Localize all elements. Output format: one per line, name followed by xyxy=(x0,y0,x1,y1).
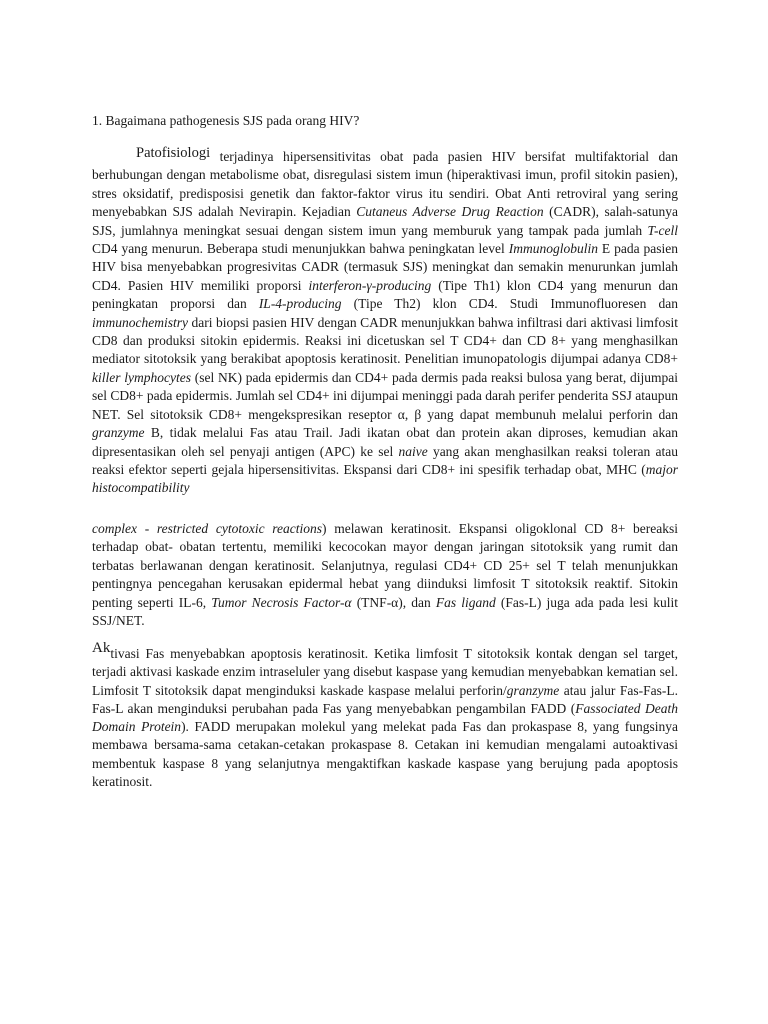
text-run: (Tipe Th1) klon CD4 yang menurun dan peningkatan proporsi dan xyxy=(92,277,678,312)
italic-term: naive xyxy=(398,443,428,459)
text-run: B, tidak melalui Fas atau Trail. Jadi ikatan obat dan protein akan diproses, kemudian akan dipresentasikan oleh sel penyaji antigen (APC) ke sel xyxy=(92,425,678,459)
paragraph-lead-word: Patofisiologi xyxy=(136,145,211,161)
text-run: atau jalur Fas-Fas-L. Fas-L akan menginduksi perubahan pada Fas yang menyebabkan pengambilan FADD ( xyxy=(92,682,679,716)
italic-term: Cutaneus Adverse Drug Reaction xyxy=(356,204,544,220)
italic-term: complex - restricted cytotoxic reactions xyxy=(92,521,323,536)
italic-term: IL-4-producing xyxy=(258,296,342,312)
italic-term: Fas ligand xyxy=(435,594,496,610)
italic-term: granzyme xyxy=(92,425,145,441)
italic-term: interferon-γ-producing xyxy=(308,277,432,293)
text-run: (Fas-L) juga ada pada lesi kulit SSJ/NET. xyxy=(92,594,678,629)
question-heading: 1. Bagaimana pathogenesis SJS pada orang HIV? xyxy=(92,113,360,128)
italic-term: Fassociated Death Domain Protein xyxy=(92,700,679,735)
paragraph-mhc-continuation xyxy=(92,520,678,630)
text-run: terjadinya hipersensitivitas obat pada pasien HIV bersifat multifaktorial dan berhubungan dengan metabolisme obat, disregulasi sistem imun (hiperaktivasi imun, profil sitokin pasien), stres oksidatif, predisposisi genetik dan faktor-faktor virus itu sendiri. Obat Anti retroviral yang sering menyebabkan SJS adalah Nevirapin. Kejadian xyxy=(92,149,678,220)
paragraph-pathophysiology xyxy=(92,145,679,498)
text-run: ) melawan keratinosit. Ekspansi oligoklonal CD 8+ bereaksi terhadap obat- obatan tertentu, memiliki kecocokan mayor dengan jaringan sitotoksik yang rumit dan terbatas berlawanan dengan keratinosit. Selanjutnya, regulasi CD4+ CD 25+ sel T telah menunjukkan pentingnya pencegahan kerusakan epidermal hebat yang diinduksi limfosit T sitotoksik reaktif. Sitokin penting seperti IL-6, xyxy=(92,521,678,610)
italic-term: immunochemistry xyxy=(92,314,188,330)
text-run: ). FADD merupakan molekul yang melekat pada Fas dan prokaspase 8, yang fungsinya membawa bersama-sama cetakan-cetakan prokaspase 8. Cetakan ini kemudian mengalami autoaktivasi membentuk kaspase 8 yang selanjutnya mengaktifkan kaskade kaspase yang berujung pada apoptosis keratinosit. xyxy=(92,719,678,790)
text-run: E pada pasien HIV bisa menyebabkan progresivitas CADR (termasuk SJS) meningkat dan semakin menurunkan jumlah CD4. Pasien HIV memiliki proporsi xyxy=(92,241,679,293)
paragraph-lead-letters: Ak xyxy=(92,640,111,656)
text-run: tivasi Fas menyebabkan apoptosis keratinosit. Ketika limfosit T sitotoksik kontak dengan sel target, terjadi aktivasi kaskade enzim intraseluler yang disebut kaspase yang kemudian menyebabkan kematian sel. Limfosit T sitotoksik dapat menginduksi kaskade kaspase melalui perforin/ xyxy=(92,646,678,698)
italic-term: killer lymphocytes xyxy=(92,369,191,385)
text-run: yang akan menghasilkan reaksi toleran atau reaksi efektor seperti gejala hipersensitivitas. Ekspansi dari CD8+ ini spesifik terhadap obat, MHC ( xyxy=(92,443,678,477)
italic-term: Tumor Necrosis Factor-α xyxy=(211,594,352,610)
text-run: (Tipe Th2) klon CD4. Studi Immunofluoresen dan xyxy=(341,296,678,312)
italic-term: T-cell xyxy=(647,222,678,238)
italic-term: granzyme xyxy=(506,682,560,698)
text-run: dari biopsi pasien HIV dengan CADR menunjukkan bahwa infiltrasi dari aktivasi limfosit CD8 dan produksi sitokin epidermis. Reaksi ini dicetuskan sel T CD4+ dan CD 8+ yang menghasilkan mediator sitotoksik yang berakibat apoptosis keratinosit. Penelitian imunopatologis dijumpai adanya CD8+ xyxy=(92,314,678,367)
text-run: CD4 yang menurun. Beberapa studi menunjukkan bahwa peningkatan level xyxy=(92,241,509,257)
italic-term: Immunoglobulin xyxy=(508,241,598,257)
paragraph-fas-activation xyxy=(92,640,679,791)
italic-term: major histocompatibility xyxy=(92,461,678,496)
text-run: (sel NK) pada epidermis dan CD4+ pada dermis pada reaksi bulosa yang berat, dijumpai sel CD8+ pada epidermis. Jumlah sel CD4+ ini dijumpai meninggi pada darah perifer penderita SSJ ataupun NET. Sel sitotoksik CD8+ mengekspresikan reseptor α, β yang dapat membunuh melalui perforin dan xyxy=(92,369,678,422)
text-run: (CADR), salah-satunya SJS, jumlahnya meningkat sesuai dengan sistem imun yang memburuk yang tampak pada jumlah xyxy=(92,204,678,238)
text-run: (TNF-α), dan xyxy=(351,594,436,610)
